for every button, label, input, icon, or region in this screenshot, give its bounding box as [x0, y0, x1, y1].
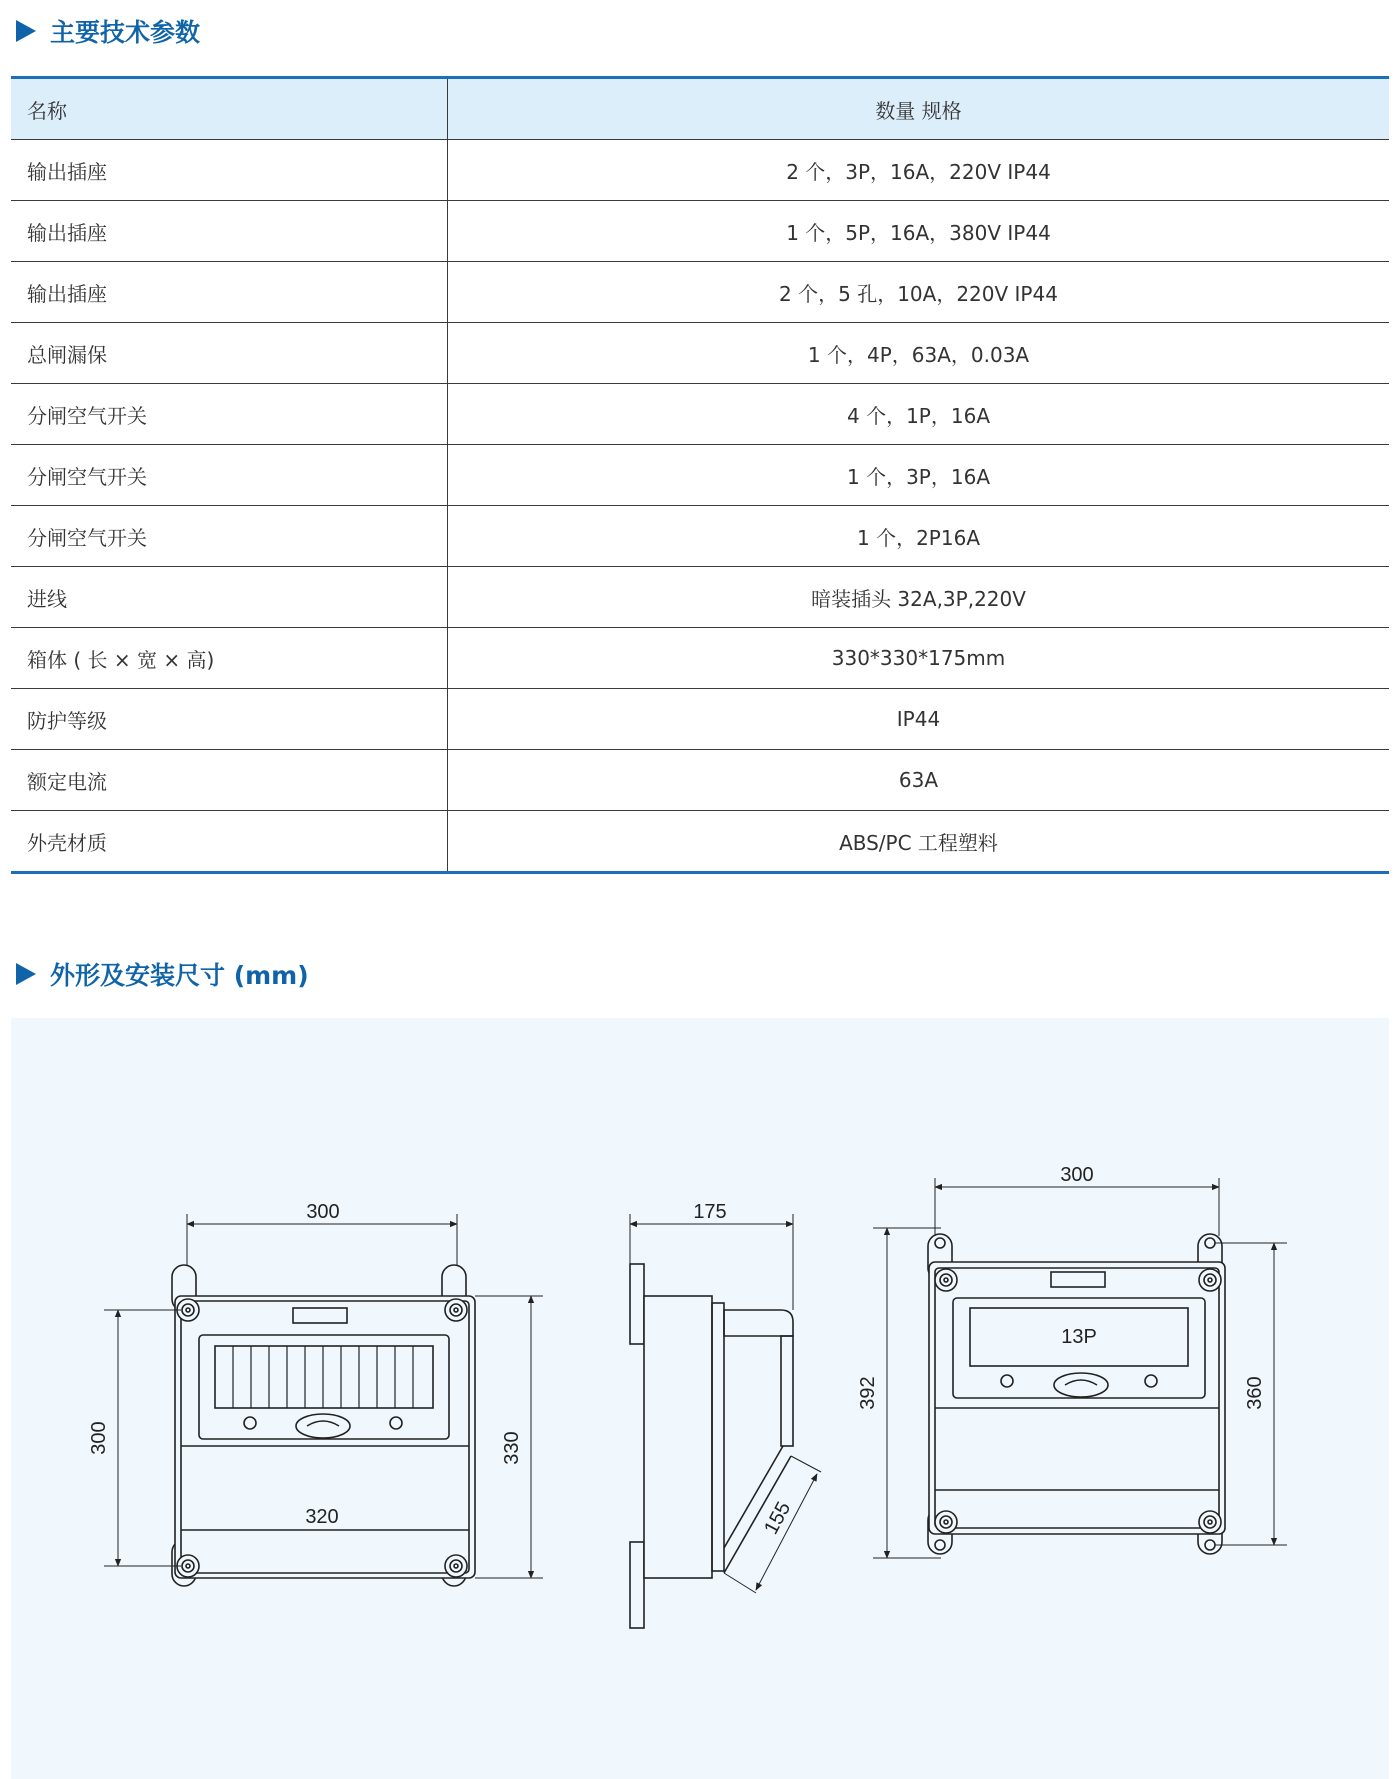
front-height-right-label: 330	[501, 1431, 523, 1465]
side-door-label: 155	[760, 1498, 796, 1539]
row-spec: 1 个，3P，16A	[448, 445, 1390, 506]
row-name: 防护等级	[11, 689, 448, 750]
table-row	[11, 384, 1389, 445]
row-spec: 4 个，1P，16A	[448, 384, 1390, 445]
front-width-label: 300	[306, 1201, 340, 1223]
table-row	[11, 201, 1389, 262]
row-spec: 63A	[448, 750, 1390, 811]
back-plate-upper	[630, 1264, 644, 1344]
row-name: 分闸空气开关	[11, 506, 448, 567]
dimension-drawing-panel	[11, 1018, 1389, 1779]
row-name: 总闸漏保	[11, 323, 448, 384]
section-title-text: 外形及安装尺寸 (mm)	[50, 961, 309, 990]
spec-table	[11, 76, 1389, 874]
table-row	[11, 140, 1389, 201]
back-height-right-label: 360	[1244, 1376, 1266, 1410]
row-spec: 330*330*175mm	[448, 628, 1390, 689]
row-spec: 2 个，3P，16A，220V IP44	[448, 140, 1390, 201]
side-door-top	[781, 1336, 793, 1446]
triangle-icon	[16, 963, 36, 985]
back-window-label: 13P	[1061, 1326, 1097, 1348]
row-spec: 暗装插头 32A,3P,220V	[448, 567, 1390, 628]
table-row	[11, 506, 1389, 567]
table-header-row	[11, 78, 1389, 140]
triangle-icon	[16, 20, 36, 42]
section-title-specs	[12, 11, 200, 51]
header-spec: 数量 规格	[448, 78, 1390, 140]
front-view	[104, 1214, 543, 1586]
row-name: 箱体 ( 长 × 宽 × 高)	[11, 628, 448, 689]
table-row	[11, 689, 1389, 750]
table-row	[11, 323, 1389, 384]
dimension-drawing	[11, 1018, 1389, 1779]
header-name: 名称	[11, 78, 448, 140]
table-row	[11, 628, 1389, 689]
table-row	[11, 262, 1389, 323]
front-height-left-label: 300	[88, 1421, 110, 1455]
side-body	[644, 1296, 712, 1578]
side-view	[630, 1214, 821, 1628]
back-height-left-label: 392	[857, 1376, 879, 1410]
section-title-text: 主要技术参数	[50, 18, 201, 47]
row-spec: ABS/PC 工程塑料	[448, 811, 1390, 873]
row-name: 输出插座	[11, 140, 448, 201]
row-name: 分闸空气开关	[11, 384, 448, 445]
front-inner-width-label: 320	[305, 1506, 339, 1528]
side-plug	[724, 1310, 793, 1336]
row-name: 额定电流	[11, 750, 448, 811]
table-row	[11, 811, 1389, 873]
row-spec: 1 个，2P16A	[448, 506, 1390, 567]
back-view	[873, 1178, 1287, 1558]
section-title-dimensions	[12, 954, 309, 994]
table-row	[11, 445, 1389, 506]
back-width-label: 300	[1060, 1164, 1094, 1186]
row-name: 输出插座	[11, 201, 448, 262]
row-spec: 1 个，5P，16A，380V IP44	[448, 201, 1390, 262]
row-spec: IP44	[448, 689, 1390, 750]
row-spec: 1 个，4P，63A，0.03A	[448, 323, 1390, 384]
side-depth-label: 175	[693, 1201, 727, 1223]
row-name: 分闸空气开关	[11, 445, 448, 506]
row-name: 输出插座	[11, 262, 448, 323]
table-row	[11, 750, 1389, 811]
row-name: 外壳材质	[11, 811, 448, 873]
row-spec: 2 个，5 孔，10A，220V IP44	[448, 262, 1390, 323]
side-front-edge	[712, 1303, 724, 1571]
table-row	[11, 567, 1389, 628]
back-plate-lower	[630, 1542, 644, 1628]
row-name: 进线	[11, 567, 448, 628]
enclosure-body	[175, 1296, 475, 1578]
